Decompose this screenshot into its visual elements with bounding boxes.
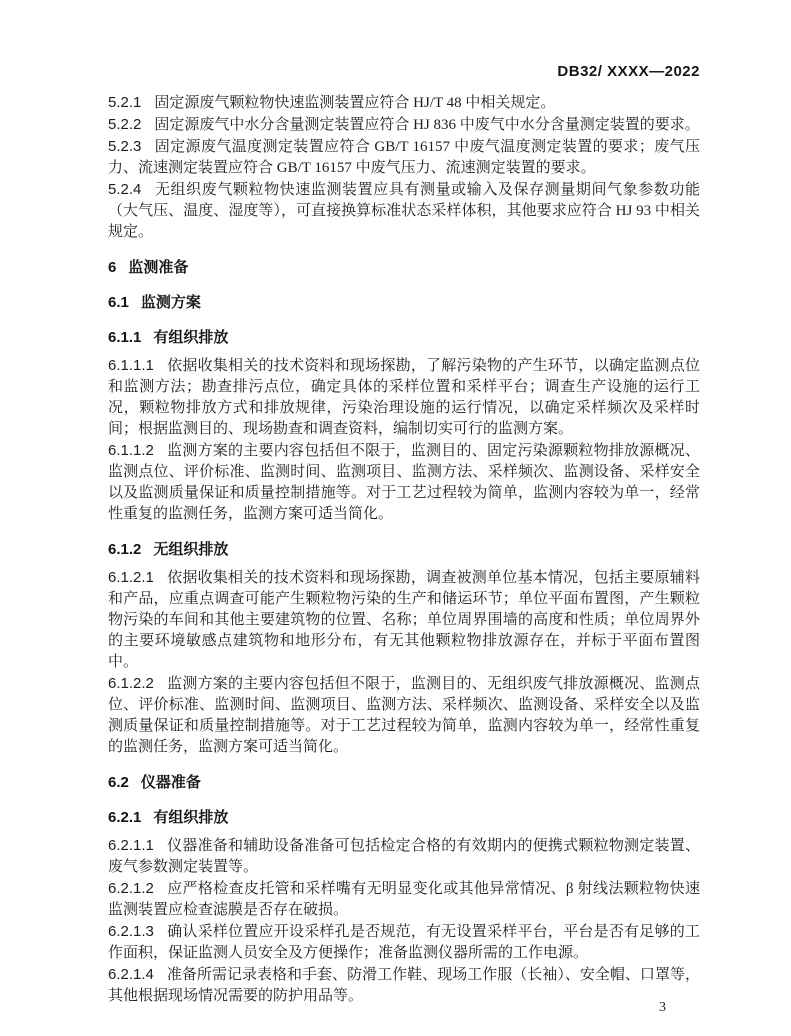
- clause-number: 6.1.2.1: [108, 569, 154, 586]
- clause-6-2-1-1: [108, 835, 700, 878]
- section-heading-6-2-1: [108, 807, 700, 828]
- clause-text: 依据收集相关的技术资料和现场探勘，调查被测单位基本情况，包括主要原辅料和产品，应重点调查可能产生颗粒物污染的生产和储运环节；单位平面布置图，产生颗粒物污染的车间和其他主要建筑物的位置、名称；单位周界围墙的高度和性质；单位周界外的主要环境敏感点建筑物和地形分布，有无其他颗粒物排放源存在，并标于平面布置图中。: [108, 570, 700, 670]
- clause-number: 5.2.3: [108, 138, 142, 155]
- clause-text: 固定源废气颗粒物快速监测装置应符合 HJ/T 48 中相关规定。: [154, 95, 556, 111]
- clause-number: 5.2.1: [108, 94, 142, 111]
- clause-6-2-1-3: [108, 921, 700, 964]
- heading-number: 6.1.2: [108, 541, 142, 558]
- clause-number: 6.1.1.1: [108, 357, 154, 374]
- clause-text: 监测方案的主要内容包括但不限于，监测目的、固定污染源颗粒物排放源概况、监测点位、评价标准、监测时间、监测项目、监测方法、采样频次、监测设备、采样安全以及监测质量保证和质量控制措施等。对于工艺过程较为简单，监测内容较为单一，经常性重复的监测任务，监测方案可适当简化。: [108, 443, 700, 522]
- clause-number: 6.2.1.2: [108, 880, 154, 897]
- section-heading-6-1: [108, 292, 700, 313]
- page-number: 3: [659, 1000, 666, 1015]
- section-heading-6-1-1: [108, 327, 700, 348]
- heading-number: 6.2.1: [108, 809, 142, 826]
- clause-number: 6.2.1.1: [108, 837, 154, 854]
- clause-6-2-1-4: [108, 964, 700, 1007]
- heading-text: 监测方案: [140, 294, 201, 311]
- clause-text: 固定源废气温度测定装置应符合 GB/T 16157 中废气温度测定装置的要求；废气压力、流速测定装置应符合 GB/T 16157 中废气压力、流速测定装置的要求。: [108, 139, 700, 176]
- clause-text: 确认采样位置应开设采样孔是否规范，有无设置采样平台，平台是否有足够的工作面积，保证监测人员安全及方便操作；准备监测仪器所需的工作电源。: [108, 924, 700, 961]
- clause-text: 固定源废气中水分含量测定装置应符合 HJ 836 中废气中水分含量测定装置的要求。: [154, 117, 700, 133]
- clause-6-1-1-2: [108, 440, 700, 525]
- clause-6-1-2-2: [108, 673, 700, 758]
- clause-5-2-4: [108, 179, 700, 243]
- heading-number: 6.1: [108, 294, 129, 311]
- section-heading-6-2: [108, 772, 700, 793]
- clause-number: 6.2.1.3: [108, 923, 154, 940]
- clause-text: 准备所需记录表格和手套、防滑工作鞋、现场工作服（长袖）、安全帽、口罩等，其他根据现场情况需要的防护用品等。: [108, 967, 700, 1004]
- clause-number: 6.1.2.2: [108, 675, 154, 692]
- clause-text: 应严格检查皮托管和采样嘴有无明显变化或其他异常情况、β 射线法颗粒物快速监测装置应检查滤膜是否存在破损。: [108, 881, 700, 918]
- clause-5-2-3: [108, 136, 700, 179]
- clause-text: 无组织废气颗粒物快速监测装置应具有测量或输入及保存测量期间气象参数功能（大气压、温度、湿度等），可直接换算标准状态采样体积，其他要求应符合 HJ 93 中相关规定。: [108, 182, 700, 240]
- clause-6-2-1-2: [108, 878, 700, 921]
- heading-text: 有组织排放: [153, 329, 229, 346]
- document-code-header: DB32/ XXXX—2022: [557, 63, 700, 80]
- document-body: [108, 92, 700, 1007]
- clause-6-1-2-1: [108, 567, 700, 673]
- heading-number: 6.1.1: [108, 329, 142, 346]
- clause-number: 6.2.1.4: [108, 966, 154, 983]
- clause-number: 6.1.1.2: [108, 442, 154, 459]
- heading-text: 监测准备: [128, 259, 189, 276]
- section-heading-6: [108, 257, 700, 278]
- heading-text: 仪器准备: [140, 774, 201, 791]
- clause-number: 5.2.2: [108, 116, 142, 133]
- clause-text: 仪器准备和辅助设备准备可包括检定合格的有效期内的便携式颗粒物测定装置、废气参数测定装置等。: [108, 838, 700, 875]
- heading-number: 6.2: [108, 774, 129, 791]
- clause-5-2-2: [108, 114, 700, 136]
- clause-number: 5.2.4: [108, 181, 142, 198]
- heading-text: 无组织排放: [153, 541, 229, 558]
- clause-6-1-1-1: [108, 355, 700, 440]
- heading-text: 有组织排放: [153, 809, 229, 826]
- section-heading-6-1-2: [108, 539, 700, 560]
- clause-text: 依据收集相关的技术资料和现场探勘，了解污染物的产生环节，以确定监测点位和监测方法；勘查排污点位，确定具体的采样位置和采样平台；调查生产设施的运行工况，颗粒物排放方式和排放规律，污染治理设施的运行情况，以确定采样频次及采样时间；根据监测目的、现场勘查和调查资料，编制切实可行的监测方案。: [108, 358, 700, 437]
- clause-5-2-1: [108, 92, 700, 114]
- heading-number: 6: [108, 259, 117, 276]
- clause-text: 监测方案的主要内容包括但不限于，监测目的、无组织废气排放源概况、监测点位、评价标准、监测时间、监测项目、监测方法、采样频次、监测设备、采样安全以及监测质量保证和质量控制措施等。对于工艺过程较为简单，监测内容较为单一，经常性重复的监测任务，监测方案可适当简化。: [108, 676, 700, 755]
